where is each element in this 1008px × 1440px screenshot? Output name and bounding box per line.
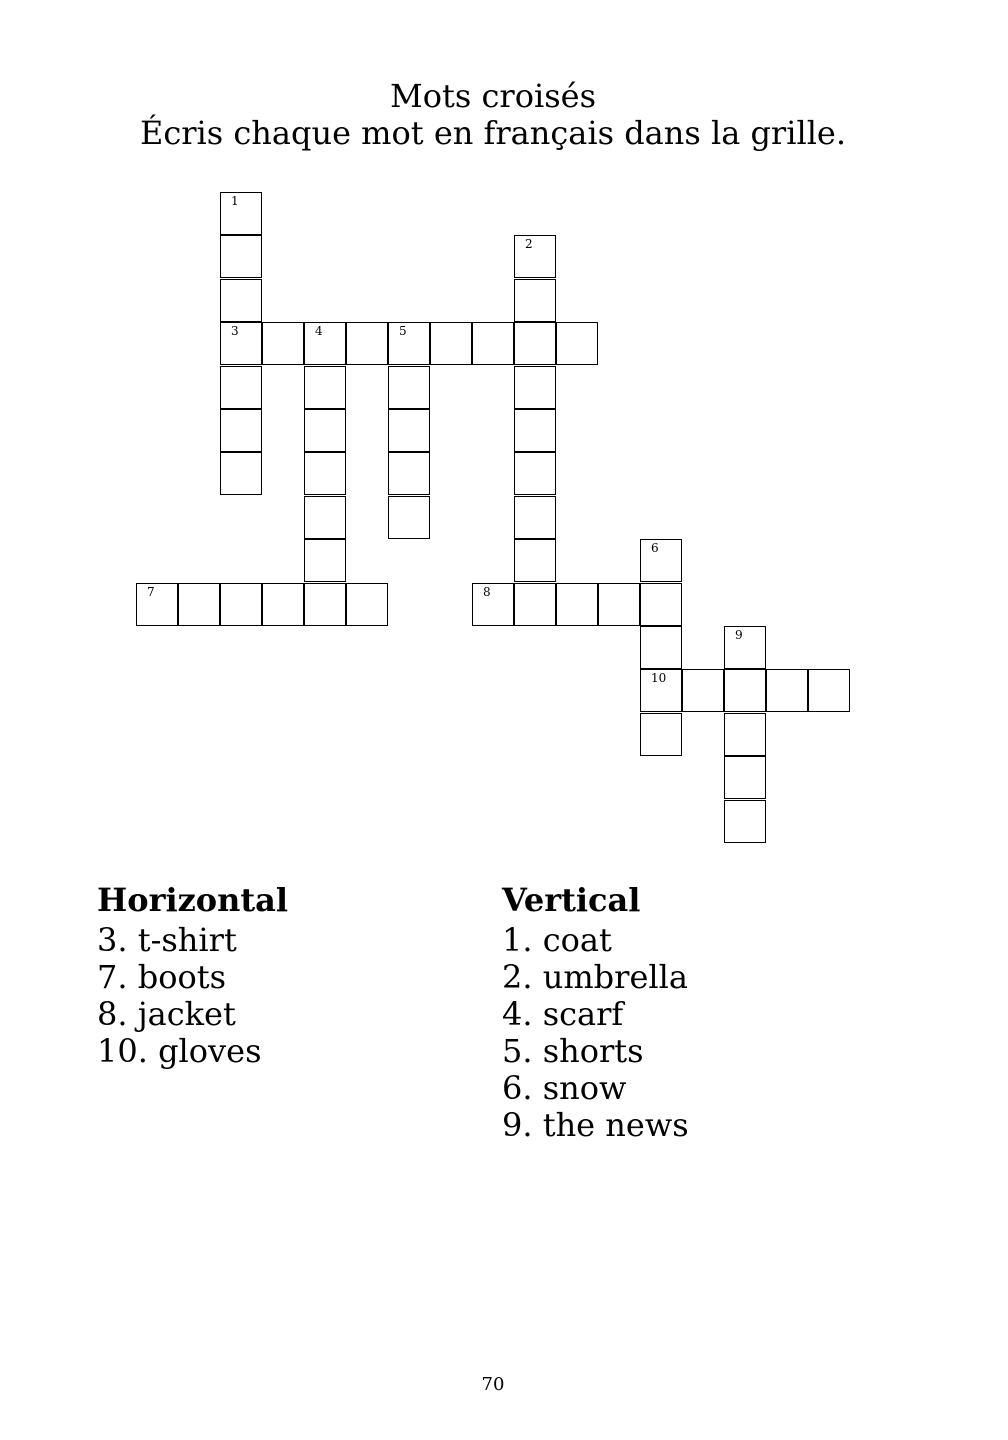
grid-cell[interactable] <box>304 409 346 452</box>
grid-cell[interactable] <box>724 626 766 669</box>
grid-cell[interactable] <box>640 713 682 756</box>
down-clues <box>502 882 689 1144</box>
grid-cell[interactable] <box>220 452 262 495</box>
grid-cell[interactable] <box>724 669 766 712</box>
grid-cell[interactable] <box>556 583 598 626</box>
grid-cell[interactable] <box>472 583 514 626</box>
grid-cell[interactable] <box>220 409 262 452</box>
clue-number: 3 <box>231 324 239 339</box>
clue-item: 2. umbrella <box>502 958 688 996</box>
clue-item: 4. scarf <box>502 995 624 1033</box>
page-number: 70 <box>481 1374 505 1395</box>
grid-cell[interactable] <box>640 539 682 582</box>
grid-cell[interactable] <box>430 322 472 365</box>
grid-cell[interactable] <box>346 322 388 365</box>
down-heading: Vertical <box>502 881 641 919</box>
clue-item: 5. shorts <box>502 1032 644 1070</box>
grid-cell[interactable] <box>514 366 556 409</box>
grid-cell[interactable] <box>388 452 430 495</box>
grid-cell[interactable] <box>556 322 598 365</box>
clue-number: 9 <box>735 628 743 642</box>
grid-cell[interactable] <box>304 322 346 365</box>
grid-cell[interactable] <box>178 583 220 626</box>
clue-number: 7 <box>147 584 155 599</box>
grid-cell[interactable] <box>262 583 304 626</box>
grid-cell[interactable] <box>514 409 556 452</box>
grid-cell[interactable] <box>514 279 556 322</box>
grid-cell[interactable] <box>388 496 430 539</box>
clue-item: 8. jacket <box>97 995 236 1033</box>
grid-cell[interactable] <box>514 452 556 495</box>
grid-cell[interactable] <box>220 192 262 235</box>
clue-number: 8 <box>483 584 491 599</box>
clue-item: 3. t-shirt <box>97 921 237 959</box>
clue-item: 1. coat <box>502 921 612 959</box>
grid-cell[interactable] <box>808 669 850 712</box>
grid-cell[interactable] <box>724 713 766 756</box>
grid-cell[interactable] <box>262 322 304 365</box>
page-title: Mots croisés <box>390 77 596 115</box>
grid-cell[interactable] <box>346 583 388 626</box>
grid-cell[interactable] <box>640 669 682 712</box>
clue-item: 10. gloves <box>97 1032 262 1070</box>
grid-cell[interactable] <box>304 539 346 582</box>
clue-number: 5 <box>399 324 407 339</box>
grid-cell[interactable] <box>220 279 262 322</box>
grid-cell[interactable] <box>682 669 724 712</box>
grid-cell[interactable] <box>388 409 430 452</box>
grid-cell[interactable] <box>136 583 178 626</box>
grid-cell[interactable] <box>640 626 682 669</box>
across-clues <box>97 882 288 1070</box>
grid-cell[interactable] <box>724 800 766 843</box>
clue-item: 6. snow <box>502 1069 627 1107</box>
grid-cell[interactable] <box>304 583 346 626</box>
grid-cell[interactable] <box>388 322 430 365</box>
grid-cell[interactable] <box>304 496 346 539</box>
grid-cell[interactable] <box>514 322 556 365</box>
clue-number: 1 <box>231 194 239 208</box>
clue-item: 7. boots <box>97 958 226 996</box>
grid-cell[interactable] <box>304 452 346 495</box>
grid-cell[interactable] <box>472 322 514 365</box>
grid-cell[interactable] <box>220 583 262 626</box>
clue-number: 10 <box>651 671 667 686</box>
clue-number: 2 <box>525 237 533 252</box>
grid-cell[interactable] <box>388 366 430 409</box>
grid-cell[interactable] <box>640 583 682 626</box>
grid-cell[interactable] <box>724 756 766 799</box>
grid-cell[interactable] <box>514 583 556 626</box>
grid-cell[interactable] <box>220 366 262 409</box>
grid-cell[interactable] <box>766 669 808 712</box>
across-heading: Horizontal <box>97 881 289 919</box>
instructions: Écris chaque mot en français dans la grille. <box>139 114 847 152</box>
grid-cell[interactable] <box>598 583 640 626</box>
grid-cell[interactable] <box>220 235 262 278</box>
clue-number: 4 <box>315 324 323 339</box>
grid-cell[interactable] <box>304 366 346 409</box>
grid-cell[interactable] <box>514 235 556 278</box>
clue-number: 6 <box>651 541 659 556</box>
grid-cell[interactable] <box>514 539 556 582</box>
clue-item: 9. the news <box>502 1106 689 1144</box>
grid-cell[interactable] <box>220 322 262 365</box>
grid-cell[interactable] <box>514 496 556 539</box>
